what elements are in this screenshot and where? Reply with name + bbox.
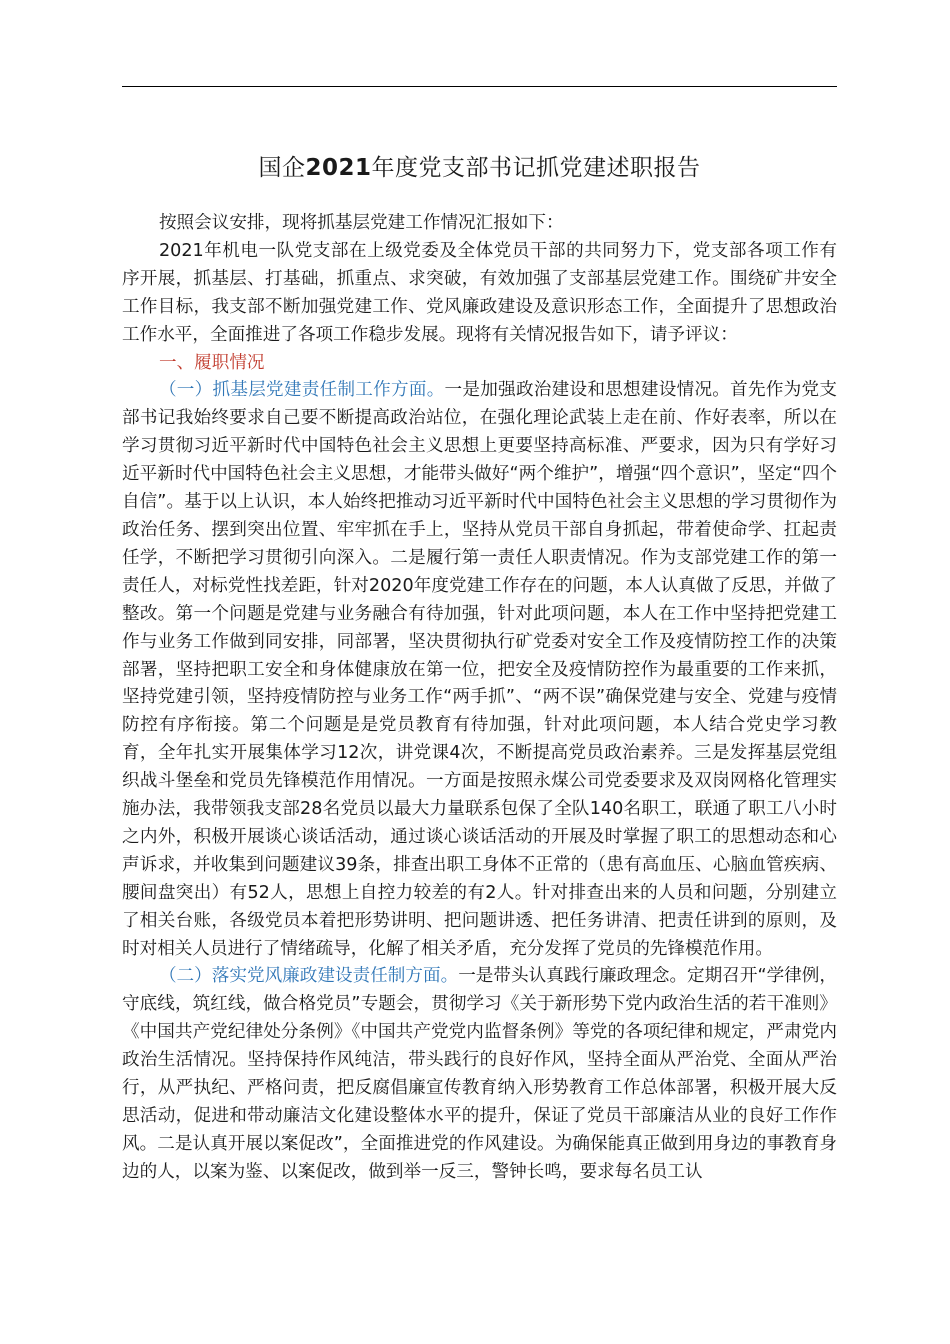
section-heading: 一、履职情况 [158,352,265,373]
document-body [122,210,837,1187]
section2-text: 一是带头认真践行廉政理念。定期召开“学律例，守底线，筑红线，做合格党员”专题会，贯彻学习《关于新形势下党内政治生活的若干准则》《中国共产党纪律处分条例》《中国共产党党内监督条例》等党的各项纪律和规定，严肃党内政治生活情况。坚持保持作风纯洁，带头践行的良好作风，坚持全面从严治党、全面从严治行，从严执纪、严格问责，把反腐倡廉宣传教育纳入形势教育工作总体部署，积极开展大反思活动，促进和带动廉洁文化建设整体水平的提升，保证了党员干部廉洁从业的良好工作作风。二是认真开展以案促改”，全面推进党的作风建设。为确保能真正做到用身边的事教育身边的人，以案为鉴、以案促改，做到举一反三，警钟长鸣，要求每名员工认 [122,966,837,1182]
document-title [122,150,837,186]
section2-paragraph [122,963,837,1186]
section2-heading: （二）落实党风廉政建设责任制方面。 [158,966,459,987]
section1-paragraph [122,377,837,963]
section1-text: 一是加强政治建设和思想建设情况。首先作为党支部书记我始终要求自己要不断提高政治站位，在强化理论武装上走在前、作好表率，所以在学习贯彻习近平新时代中国特色社会主义思想上更要坚持高标准、严要求，因为只有学好习近平新时代中国特色社会主义思想，才能带头做好“两个维护”，增强“四个意识”，坚定“四个自信”。基于以上认识，本人始终把推动习近平新时代中国特色社会主义思想的学习贯彻作为政治任务、摆到突出位置、牢牢抓在手上，坚持从党员干部自身抓起，带着使命学、扛起责任学，不断把学习贯彻引向深入。二是履行第一责任人职责情况。作为支部党建工作的第一责任人，对标党性找差距，针对2020年度党建工作存在的问题，本人认真做了反思，并做了整改。第一个问题是党建与业务融合有待加强，针对此项问题，本人在工作中坚持把党建工作与业务工作做到同安排，同部署，坚决贯彻执行矿党委对安全工作及疫情防控工作的决策部署，坚持把职工安全和身体健康放在第一位，把安全及疫情防控作为最重要的工作来抓，坚持党建引领，坚持疫情防控与业务工作“两手抓”、“两不误”确保党建与安全、党建与疫情防控有序衔接。第二个问题是是党员教育有待加强，针对此项问题，本人结合党史学习教育，全年扎实开展集体学习12次，讲党课4次，不断提高党员政治素养。三是发挥基层党组织战斗堡垒和党员先锋模范作用情况。一方面是按照永煤公司党委要求及双岗网格化管理实施办法，我带领我支部28名党员以最大力量联系包保了全队140名职工，联通了职工八小时之内外，积极开展谈心谈话活动，通过谈心谈话活动的开展及时掌握了职工的思想动态和心声诉求，并收集到问题建议39条，排查出职工身体不正常的（患有高血压、心脑血管疾病、腰间盘突出）有52人，思想上自控力较差的有2人。针对排查出来的人员和问题，分别建立了相关台账，各级党员本着把形势讲明、把问题讲透、把任务讲清、把责任讲到的原则，及时对相关人员进行了情绪疏导，化解了相关矛盾，充分发挥了党员的先锋模范作用。 [122,380,837,959]
title-prefix: 国企 [258,155,306,181]
overview-paragraph: 2021年机电一队党支部在上级党委及全体党员干部的共同努力下，党支部各项工作有序开展，抓基层、打基础，抓重点、求突破，有效加强了支部基层党建工作。围绕矿井安全工作目标，我支部不断加强党建工作、党风廉政建设及意识形态工作，全面提升了思想政治工作水平，全面推进了各项工作稳步发展。现将有关情况报告如下，请予评议： [122,240,837,345]
title-year: 2021 [305,155,372,181]
header-rule [122,86,837,87]
section1-heading: （一）抓基层党建责任制工作方面。 [158,380,445,401]
intro-paragraph: 按照会议安排，现将抓基层党建工作情况汇报如下： [158,213,564,233]
title-suffix: 年度党支部书记抓党建述职报告 [371,155,701,181]
